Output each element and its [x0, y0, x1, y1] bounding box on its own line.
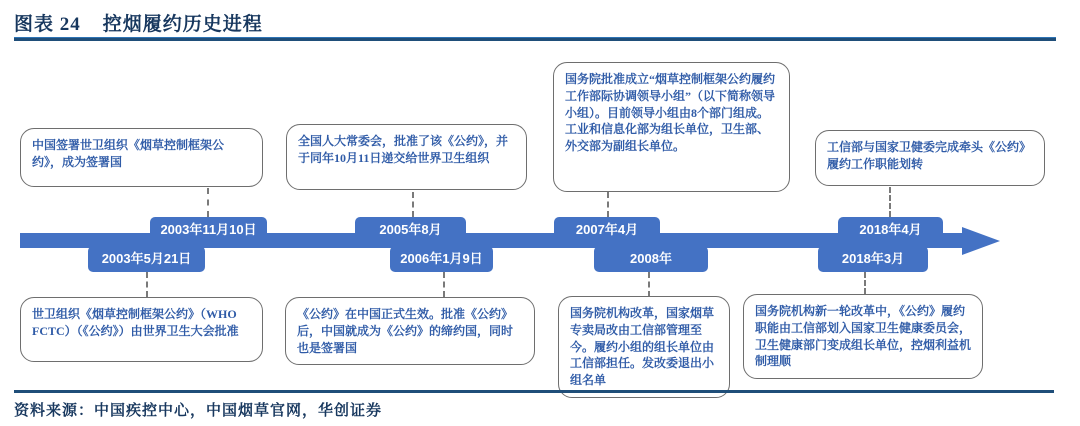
connector-line-bottom-2 — [443, 272, 445, 297]
date-pill-2003-11: 2003年11月10日 — [150, 217, 267, 243]
date-pill-2006-01: 2006年1月9日 — [390, 246, 493, 272]
connector-line-top-4 — [889, 187, 891, 217]
event-box-bottom-4: 国务院机构新一轮改革中，《公约》履约职能由工信部划入国家卫生健康委员会，卫生健康部门变成组长单位，控烟利益机制理顺 — [743, 294, 983, 379]
date-pill-2003-05: 2003年5月21日 — [88, 246, 205, 272]
event-box-bottom-1: 世卫组织《烟草控制框架公约》（WHO FCTC）（《公约》）由世界卫生大会批准 — [20, 297, 263, 362]
figure-title-text: 控烟履约历史进程 — [102, 14, 263, 35]
connector-line-bottom-4 — [864, 272, 866, 294]
date-pill-2018-04: 2018年4月 — [838, 217, 943, 243]
event-box-top-2: 全国人大常委会，批准了该《公约》，并于同年10月11日递交给世界卫生组织 — [286, 124, 527, 190]
event-box-top-1: 中国签署世卫组织《烟草控制框架公约》，成为签署国 — [20, 128, 263, 187]
timeline-arrow-icon — [962, 227, 1000, 255]
connector-line-bottom-3 — [648, 272, 650, 297]
connector-line-top-1 — [207, 188, 209, 217]
event-box-bottom-2: 《公约》在中国正式生效。批准《公约》后，中国就成为《公约》的缔约国，同时也是签署国 — [285, 297, 535, 365]
connector-line-bottom-1 — [146, 272, 148, 297]
date-pill-2007-04: 2007年4月 — [554, 217, 660, 243]
event-box-bottom-3: 国务院机构改革，国家烟草专卖局改由工信部管理至今。履约小组的组长单位由工信部担任。发改委退出小组名单 — [558, 296, 730, 398]
event-box-top-3: 国务院批准成立“烟草控制框架公约履约工作部际协调领导小组”（以下简称领导小组）。目前领导小组由8个部门组成。工业和信息化部为组长单位，卫生部、外交部为副组长单位。 — [553, 62, 790, 192]
figure-title — [14, 9, 263, 36]
title-underline — [14, 37, 1056, 41]
date-pill-2008: 2008年 — [594, 246, 708, 272]
source-note: 资料来源：中国疾控中心，中国烟草官网，华创证券 — [14, 403, 383, 419]
date-pill-2018-03: 2018年3月 — [818, 246, 928, 272]
footer-rule — [14, 390, 1054, 393]
connector-line-top-3 — [607, 192, 609, 217]
date-pill-2005-08: 2005年8月 — [355, 217, 466, 243]
figure-label: 图表 24 — [14, 14, 81, 35]
connector-line-top-2 — [412, 192, 414, 217]
event-box-top-4: 工信部与国家卫健委完成牵头《公约》履约工作职能划转 — [815, 130, 1045, 186]
